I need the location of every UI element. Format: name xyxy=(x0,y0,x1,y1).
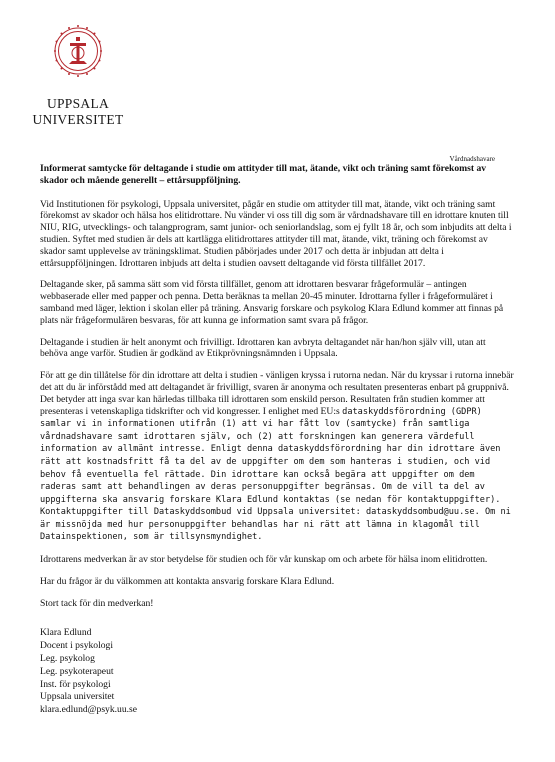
signature-department: Inst. för psykologi xyxy=(40,678,111,690)
questions-paragraph: Har du frågor är du välkommen att kontakta ansvarig forskare Klara Edlund. xyxy=(40,575,335,587)
document-body xyxy=(40,163,515,717)
signature-email: klara.edlund@psyk.uu.se xyxy=(40,704,138,716)
university-name-line1: UPPSALA xyxy=(46,96,110,111)
gdpr-paragraph: dataskyddsförordning (GDPR) samlar vi in informationen utifrån (1) att vi har fått lov (samtycke) från samtliga vårdnadshavare samt idrottaren själv, och (2) att forskningen kan generera värdefull information av allmänt intresse. Enligt denna dataskyddsförordning har din idrottare även rätt att kostnadsfritt få ta del av de uppgifter om dem som hanteras i studien, och vid behov få eventuella fel rättade. Din idrottare kan också begära att uppgifter om dem raderas samt att behandlingen av deras personuppgifter begränsas. Om de vill ta del av uppgifterna ska ansvarig forskare Klara Edlund kontaktas (se nedan för kontaktuppgifter). Kontaktuppgifter till Dataskyddsombud vid Uppsala universitet: dataskyddsombud@uu.se. Om ni är missnöjda med hur personuppgifter behandlas har ni rätt att lämna in klagomål till Datainspektionen, som är tillsynsmyndighet. xyxy=(40,406,511,543)
anonymity-paragraph: Deltagande i studien är helt anonymt och frivilligt. Idrottaren kan avbryta deltagandet när han/hon själv vill, utan att behöva ange varför. Studien är godkänd av Etikprövningsnämnden i Uppsala. xyxy=(40,336,486,360)
importance-paragraph: Idrottarens medverkan är av stor betydelse för studien och för vår kunskap om och arbete för hälsa inom elitidrotten. xyxy=(40,554,488,566)
signature-title-1: Docent i psykologi xyxy=(40,640,114,652)
participation-paragraph: Deltagande sker, på samma sätt som vid första tillfället, genom att idrottaren besvarar frågeformulär – antingen webbaserade eller med papper och penna. Detta beräknas ta mellan 20-45 minuter. Idrottarna fyller i frågeformuläret i samband med läger, lektion i skolan eller på träning. Ansvarig forskare och psykolog Klara Edlund kommer att finnas på plats när frågeformulären besvaras, för att kunna ge information samt svara på frågor. xyxy=(40,279,504,326)
thanks-paragraph: Stort tack för din medverkan! xyxy=(40,597,154,609)
consent-paragraph-serif: För att ge din tillåtelse för din idrottare att delta i studien - vänligen kryssa i rutorna nedan. När du kryssar i rutorna innebär det att du är införstådd med att deltagandet är frivilligt, svaren är anonyma och resultaten presenteras enbart på gruppnivå. Det betyder att inga svar kan härledas tillbaka till idrottaren som enskild person. Resultaten från studien kommer att presenteras i vetenskapliga tidskrifter och vid kongresser. I enlighet med EU:s xyxy=(40,370,514,417)
university-seal-icon xyxy=(53,20,103,82)
intro-paragraph: Vid Institutionen för psykologi, Uppsala universitet, pågår en studie om attityder till mat, ätande, vikt och träning samt förekomst av skador och hälsa hos elitidrottare. Nu vänder vi oss till dig som är vårdnadshavare till en idrottare knuten till NIU, RIG, utvecklings- och talangprogram, samt junior- och seniorlandslag, som ej fyllt 18 år, och som inbjudits att delta i studien. Syftet med studien är dels att kartlägga elitidrottares attityder till mat, ätande, vikt, träning och förekomst av skador samt upplevelse av träningsklimat. Studien påbörjades under 2017 och detta är inbjudan att delta i ettårsuppföljningen. Idrottaren inbjuds att delta i studien oavsett deltagande vid första tillfället 2017. xyxy=(40,198,512,269)
document-title: Informerat samtycke för deltagande i studie om attityder till mat, ätande, vikt och träning samt förekomst av skador och mående generellt – ettårsuppföljning. xyxy=(40,163,487,186)
recipient-label: Vårdnadshavare xyxy=(449,155,495,163)
signature-title-2: Leg. psykolog xyxy=(40,653,95,665)
signature-name: Klara Edlund xyxy=(40,627,92,639)
consent-paragraph xyxy=(40,370,515,544)
university-name-line2: UNIVERSITET xyxy=(32,112,124,127)
signature-title-3: Leg. psykoterapeut xyxy=(40,665,114,677)
signature-block xyxy=(40,627,515,717)
signature-university: Uppsala universitet xyxy=(40,691,115,703)
university-name xyxy=(28,96,128,128)
